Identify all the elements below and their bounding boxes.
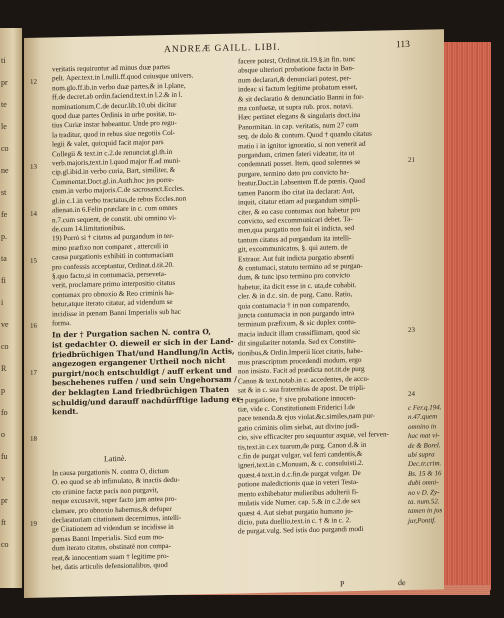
margin-number: 19 (30, 519, 37, 528)
latin-line: bet, datis articulis defensionalibus, quod (52, 561, 168, 572)
text-line: purgare, termino dato pro convicto ha- (238, 168, 349, 179)
latin-line: pœnas Banni Imperialis. Sicd eum mo- (52, 532, 165, 544)
margin-note: n.47.quem (408, 412, 438, 422)
text-line: de purgat.vulg. Sed istis duo purgandi modi (238, 525, 364, 536)
text-line: §.quo facto,si in contumacia, perseveta- (52, 269, 167, 281)
text-line: num declarari,& denunciari potest, per- (238, 73, 352, 85)
latin-block (52, 466, 230, 573)
text-line: n.7.cum sequent, de constit. ubi omnino vi- (52, 213, 177, 224)
text-line: citer, & eo casu contumax non habetur pro (238, 205, 361, 217)
text-line: ctum.in verbo majoris.C.de sacrosanct.Eccles. (52, 184, 185, 196)
text-line: terminum præfixum, & sic duplex contu- (238, 318, 357, 329)
facing-page-fragment: co (1, 144, 9, 153)
margin-note: hac mat vi- (408, 431, 440, 441)
text-line: macia inducit illam crassiflimam, quod sic (238, 327, 361, 339)
german-line: In der † Purgation sachen N. contra O, (52, 327, 212, 340)
margin-note: omnino in (408, 422, 437, 431)
text-line: pace tenenda.& ejus violat.&c.similes,nam pur- (238, 412, 375, 423)
latin-line: ge Citationem ad videndum se incidisse in (52, 523, 174, 534)
facing-page-fragment: p (1, 386, 5, 395)
margin-number: 14 (30, 209, 37, 218)
text-line: seq. de dolo & contum. Quod † quando citatus (238, 129, 372, 141)
text-line: ma confuetæ, ut supra rub. prox. notavi. (238, 102, 353, 113)
text-line: Canon & text.notab.in c. accedentes, de accu- (238, 374, 370, 386)
text-line: Hæc pertinet elegans & singularis doct.ina (238, 111, 361, 122)
text-line: cler. & in d.c. sin. de purg. Cano. Ratio, (238, 290, 353, 301)
text-line: indeac si factum legitime probatum esset, (238, 83, 358, 94)
margin-note: ubi supra (408, 450, 435, 459)
german-line: purgirt/noch entschuldigt / auff erkent und (52, 365, 232, 379)
latin-line: O. eo quod se ab infimulato, & inactis dedu- (52, 476, 180, 487)
text-line: legii & valet, quicquid facit major pars (52, 138, 164, 149)
facing-page-fragment: le (1, 122, 7, 131)
latin-line: neque excusavit, super facto jam antea pro- (52, 495, 177, 506)
text-line: veritatis requiruntur ad minus duæ partes (52, 62, 170, 74)
facing-page-fragment: ti (1, 56, 6, 65)
facing-page-fragment: co (1, 342, 9, 351)
text-line: inquit, citatur etiam ad purgandum simpli- (238, 196, 360, 207)
text-line: quod duæ partes Ordinis in urbe positæ, to- (52, 109, 177, 121)
latin-line: clamare, pro obnoxio habemus,& defuper (52, 504, 172, 516)
margin-number: 12 (30, 77, 37, 86)
margin-note: de & Borel. (408, 440, 441, 450)
text-line: ci purgatione, † sive probatione innocen- (238, 393, 356, 405)
catchword-right: de (398, 578, 406, 588)
facing-page-fragment: ta (1, 254, 7, 263)
text-line: & contumaci, statuto termino ad se purgan- (238, 261, 363, 273)
text-line: habetur, ita dicit esse in c. uta,de cohabit. (238, 280, 357, 292)
text-line: mento exhibebatur mulieribus adulterii fi- (238, 487, 359, 499)
right-column (238, 54, 408, 537)
facing-page-fragment: fe (1, 210, 8, 219)
facing-page-fragment: p. (1, 232, 7, 241)
german-line: schuldig/und darauff nachdürfftige ladung er- (52, 393, 244, 407)
text-line: ff.de decret.ab ordin.faciend.text.in l.2.& in l. (52, 90, 183, 102)
text-line: gatio criminis olim siebat, aut divino judi- (238, 421, 360, 433)
margin-note: tamen in jus (408, 506, 443, 516)
latin-line: In causa purgationis N. contra O, dictum (52, 466, 169, 478)
facing-page-fragment: ve (1, 320, 9, 329)
margin-number: 23 (408, 325, 415, 334)
german-block (52, 327, 244, 417)
text-line: juncta contumacia in non purgando intra (238, 309, 355, 320)
text-line: verb.majoris,text.in l.quod major ff.ad muni- (52, 156, 181, 168)
text-line: facere potest, Ordinat.tit.19.§.in fin. tunc (238, 55, 356, 66)
text-line: contumax pro obnoxio & Reo criminis ha- (52, 288, 175, 300)
margin-note: no v D. Zy- (408, 487, 440, 497)
facing-page-fragment: st (1, 188, 7, 197)
facing-page-fragment: ft (1, 518, 6, 527)
german-line: angezogen ergangener Urtheil noch nicht (52, 355, 226, 369)
header-title: ANDREÆ GAILL. LIBI. (164, 42, 281, 56)
facing-page-fragment: i (1, 298, 4, 307)
text-line: mino præfixo non comparet , atterculi in (52, 241, 169, 253)
text-line: men,qua purgatio non fuit ei indicta, sed (238, 224, 355, 235)
margin-note: c Fer.q.194. (408, 403, 442, 412)
facing-page-fragment: pr (1, 496, 8, 505)
latin-line: cto crimine factæ pacis non purgavit, (52, 485, 159, 497)
text-line: incidisse in pœnam Banni Imperialis sub hac (52, 307, 181, 318)
text-line: Extraor. Aut fuit indicta purgatio absenti (238, 252, 355, 264)
facing-page-fragment: o (1, 430, 5, 439)
facing-page-edge (0, 28, 22, 588)
latin-line: dum iterato citatus, obstinatè non compa- (52, 542, 171, 553)
left-column (52, 62, 244, 417)
text-line: dum, & tunc ipso termino pro convicto (238, 271, 350, 282)
margin-note: Bs. 15 & 16 (408, 469, 442, 478)
text-line: betur,atque iterato citatur, ad videndum se (52, 298, 173, 309)
text-line: tiæ, vide c. Constitutionem Friderici I.de (238, 403, 355, 414)
margin-note: ta. num.52. (408, 497, 440, 507)
margin-number: 16 (30, 322, 37, 331)
text-line: nom.glo.ff.ib.in verbo duæ partes,& in l.plane, (52, 81, 186, 93)
text-line: la traditur, quod in rebus siue negotiis Col- (52, 128, 176, 140)
margin-number: 13 (30, 162, 37, 171)
text-line: cip.gl.ibid.in verbo curia, Bart, similiter, & (52, 166, 176, 177)
text-line: verit, proclamare primo interpositio citatus (52, 279, 176, 290)
german-line: friedbrüchigen That/und Handlung/in Actis, (52, 346, 235, 359)
text-line: absque ulteriori probatione facta in Ban- (238, 64, 355, 75)
facing-page-fragment: pr (1, 78, 8, 87)
text-line: quæst.4 text.in d.c.fin.de purgat vulgar. De (238, 468, 361, 480)
margin-note: dubi omni- (408, 478, 439, 488)
right-margin-notes (408, 403, 442, 526)
book-page (24, 29, 444, 598)
text-line: mus præscriptum procedendi modum, ergo (238, 355, 362, 367)
page-edge-red (438, 42, 491, 590)
text-line: dit singulariter notanda. Sed ex Constitu- (238, 337, 357, 348)
text-line: convicto, sed excommunicari debet. Ta- (238, 215, 353, 226)
page-number: 113 (396, 39, 410, 51)
margin-number: 17 (30, 369, 37, 378)
text-line: matio i in ignitor ignoratio, si non venerit ad (238, 139, 366, 151)
text-line: gl.in c.1.in verbo tractatus,de rebus Eccles.non (52, 194, 187, 206)
text-line: alienan.in 6.Felin præclare in c. cum omnes (52, 203, 178, 215)
facing-page-fragment: ne (1, 166, 9, 175)
facing-page-fragment: v (1, 474, 5, 483)
facing-page-fragment: fi (1, 276, 6, 285)
text-line: cio, sive efficaciter pro sequuntur asquæ, vel ferven- (238, 430, 389, 442)
german-line: der beklagten Land friedbrüchigen Thaten (52, 384, 230, 398)
text-line: tamen Panorm ibo citat ita declarat: Aut, (238, 186, 355, 198)
text-line: Commentat.Doct.gl.in.Auth.hoc jus porre- (52, 175, 174, 187)
text-line: 19) Porrò si † citatus ad purgandum in ter- (52, 232, 174, 243)
text-line: Panormitan. in cap. veritatis, num 27 cum (238, 120, 359, 132)
german-line: kendt. (52, 406, 79, 417)
facing-page-fragment: fu (1, 452, 8, 461)
text-line: Collegii & text.in c.2.de renunciat.gl.th.in (52, 147, 173, 159)
catchword: P (340, 579, 345, 589)
text-line: mulatis vide Numer. cap. 5.& in c.2.de sex (238, 497, 361, 508)
text-line: git, excommunicatus, §. qui autem. de (238, 243, 348, 254)
facing-page-fragment: R (1, 364, 7, 373)
running-header (24, 39, 444, 56)
left-margin-numbers (30, 78, 37, 529)
text-line: sat & in c. sua fraternitas de apost. De tripli- (238, 384, 366, 395)
facing-page-fragment: co (1, 540, 9, 549)
text-line: & sit declaratio & denunciatio Banni in for- (238, 92, 364, 104)
left-column-text (52, 62, 230, 329)
text-line: tis,text.in c.ex tuarum,de purg. Canon d.& in (238, 440, 367, 452)
text-line: forma. (52, 318, 71, 328)
text-line: dicio, puta duellio,text.in c. † & in c. 2. (238, 516, 351, 527)
text-line: tantum citatus ad purgandum ita intelli- (238, 233, 352, 245)
text-line: de.cum 14.limitationibus. (52, 223, 126, 234)
text-line: purgandum, crimen fateri videatur, ita ut (238, 149, 355, 160)
margin-number: 15 (30, 256, 37, 265)
german-line: ist gedachter O. dieweil er sich in der Land- (52, 336, 234, 350)
margin-number: 18 (30, 434, 37, 444)
text-line: pro confessis acceptantur, Ordinat.d.tit.20. (52, 260, 174, 271)
latine-heading: Latinè. (104, 453, 127, 464)
text-line: non insisto. Facit ad prædicta not.tit.de purg (238, 365, 365, 376)
text-line: causa purgationis exhibiti in contumaciam (52, 250, 174, 262)
german-line: beschehenes ruffen / und sein Ungehorsam / (52, 374, 237, 388)
text-line: potione maledictionis quæ in veteri Testa- (238, 478, 359, 489)
text-line: c.fin de purgat vulgar, vel ferri candentis,& (238, 449, 363, 461)
text-line: tius Curiæ instar habeantur. Unde pro regu- (52, 119, 177, 130)
text-line: tionibus,& Ordin.Imperii licet citatis, habe- (238, 346, 363, 358)
latin-line: reat,& innocentiam suam † legitime pro- (52, 551, 169, 563)
margin-number: 24 (408, 389, 415, 398)
margin-note: jur,Pontif. (408, 516, 437, 525)
margin-number: 21 (408, 155, 415, 164)
text-line: quæst 4. Aut siebat purgatio humano ju- (238, 506, 354, 518)
text-line: nominationum.C.de decur.lib.10.ubi dicitur (52, 100, 177, 112)
text-line: beatur.Doct.in l.absentem ff.de pœnis. Quod (238, 177, 366, 188)
text-line: igneri,text.in c.Monuam, & c. consuluisti.2. (238, 459, 364, 470)
facing-page-fragment: te (1, 100, 7, 109)
facing-page-fragment: fo (1, 408, 8, 417)
text-line: condemnati posset. Item, quod solennes se (238, 158, 361, 169)
margin-note: Dec.tr.crim. (408, 459, 442, 469)
text-line: quia contumacia † in non comparendo, (238, 299, 350, 311)
text-line: pelt. Aper.text.in l.nulli.ff.quod cuiusque univers. (52, 71, 194, 83)
latin-line: declaratoriam citationem decernimus, intelli- (52, 513, 182, 525)
